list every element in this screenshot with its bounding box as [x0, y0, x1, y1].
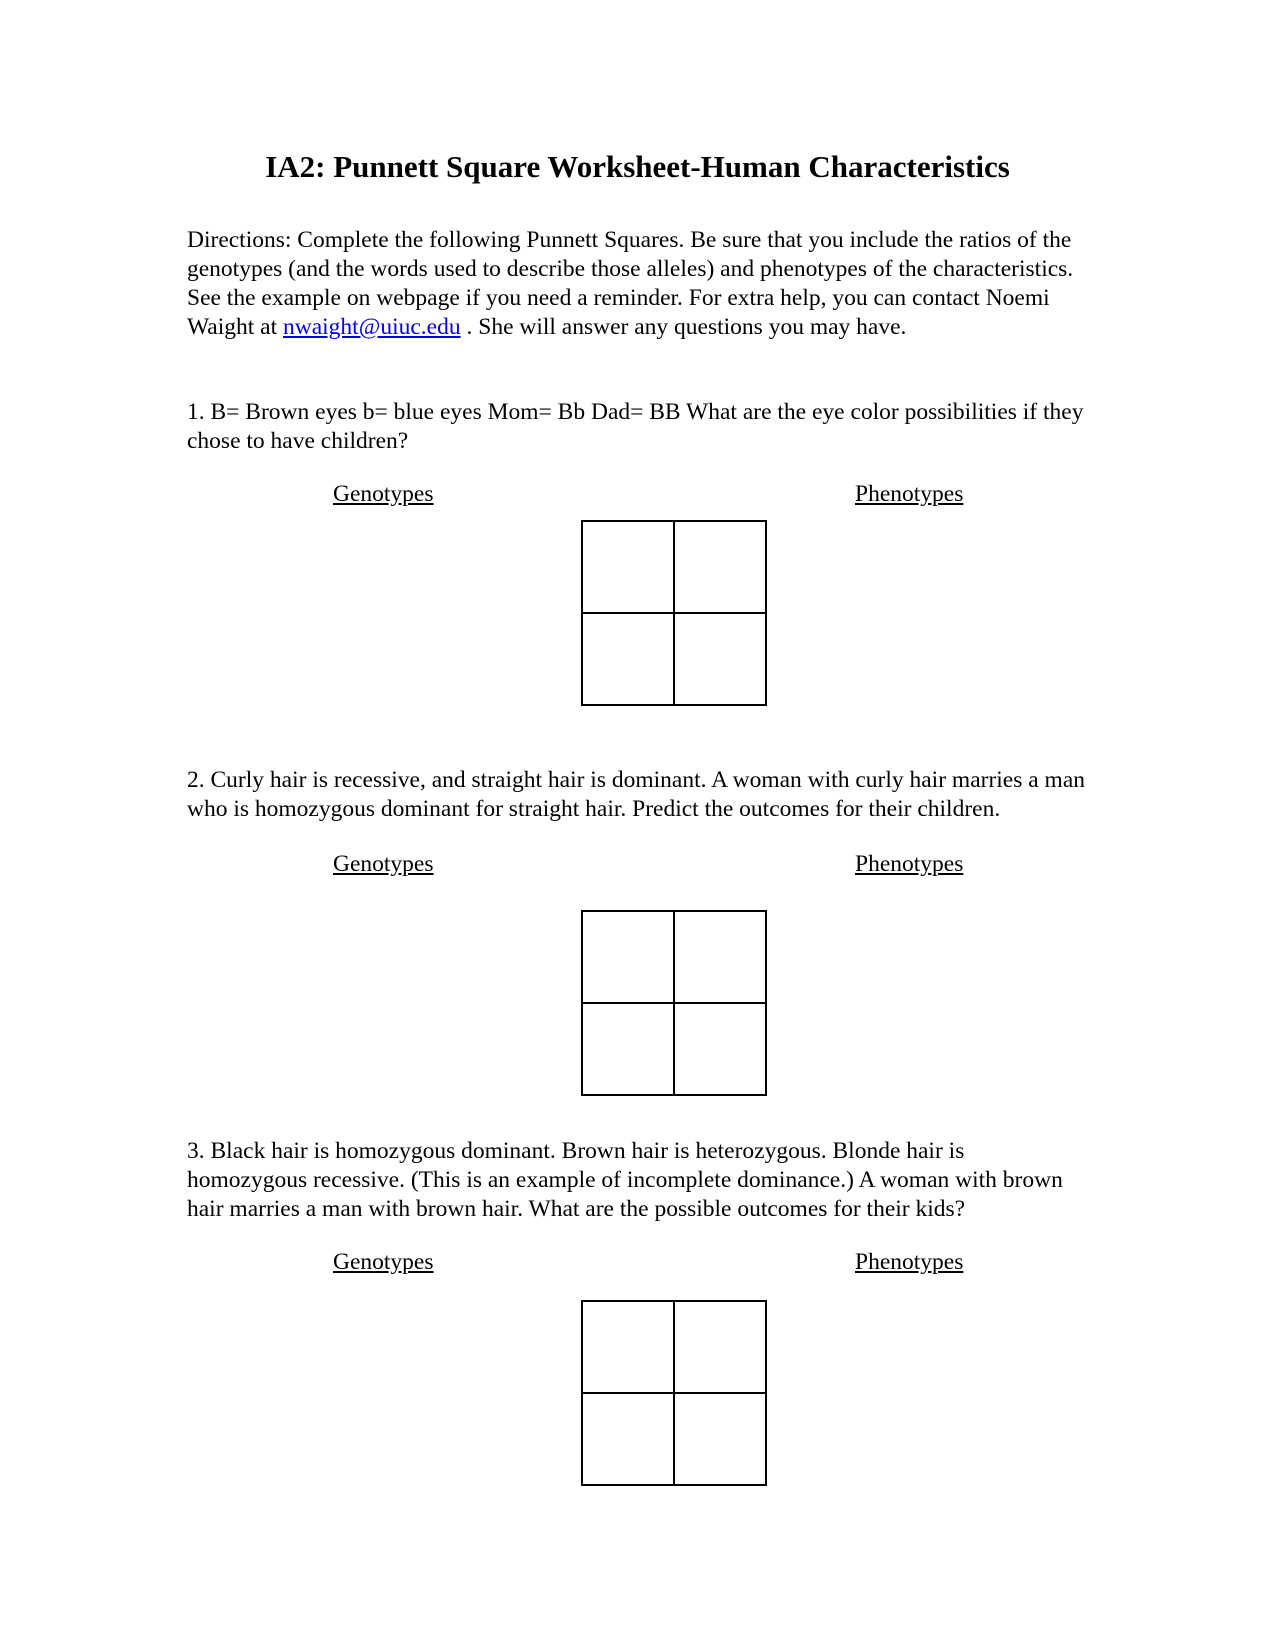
question-3-text: 3. Black hair is homozygous dominant. Brown hair is heterozygous. Blonde hair is homozygous recessive. (This is an example of incomplete dominance.) A woman with brown hair marries a man with brown hair. What are the possible outcomes for their kids? — [187, 1138, 1063, 1222]
question-1-punnett-square — [581, 520, 767, 706]
punnett-cell[interactable] — [674, 613, 766, 705]
question-3-punnett-square — [581, 1300, 767, 1486]
question-2-punnett-square — [581, 910, 767, 1096]
question-1-genotypes-label: Genotypes — [333, 481, 434, 507]
question-1-text: 1. B= Brown eyes b= blue eyes Mom= Bb Dad= BB What are the eye color possibilities if they chose to have children? — [187, 399, 1084, 454]
punnett-cell[interactable] — [674, 1003, 766, 1095]
punnett-cell[interactable] — [674, 911, 766, 1003]
worksheet-title: IA2: Punnett Square Worksheet-Human Characteristics — [265, 149, 1010, 184]
question-3-phenotypes-label: Phenotypes — [855, 1249, 964, 1275]
punnett-cell[interactable] — [582, 613, 674, 705]
punnett-cell[interactable] — [582, 1393, 674, 1485]
punnett-cell[interactable] — [582, 911, 674, 1003]
email-link[interactable]: nwaight@uiuc.edu — [283, 314, 461, 340]
question-2-phenotypes-label: Phenotypes — [855, 851, 964, 877]
directions-text-after-link: . She will answer any questions you may have. — [460, 314, 907, 340]
question-2-genotypes-label: Genotypes — [333, 851, 434, 877]
punnett-cell[interactable] — [674, 521, 766, 613]
question-3-genotypes-label: Genotypes — [333, 1249, 434, 1275]
punnett-cell[interactable] — [582, 521, 674, 613]
punnett-cell[interactable] — [582, 1301, 674, 1393]
question-2-text: 2. Curly hair is recessive, and straight hair is dominant. A woman with curly hair marries a man who is homozygous dominant for straight hair. Predict the outcomes for their children. — [187, 767, 1086, 822]
punnett-cell[interactable] — [582, 1003, 674, 1095]
question-1-phenotypes-label: Phenotypes — [855, 481, 964, 507]
punnett-cell[interactable] — [674, 1393, 766, 1485]
punnett-cell[interactable] — [674, 1301, 766, 1393]
directions-paragraph — [187, 226, 1087, 342]
directions-text-before-link: Directions: Complete the following Punnett Squares. Be sure that you include the ratios of the genotypes (and the words used to describe those alleles) and phenotypes of the characteristics. See the example on webpage if you need a reminder. For extra help, you can contact Noemi Waight at — [187, 227, 1074, 340]
